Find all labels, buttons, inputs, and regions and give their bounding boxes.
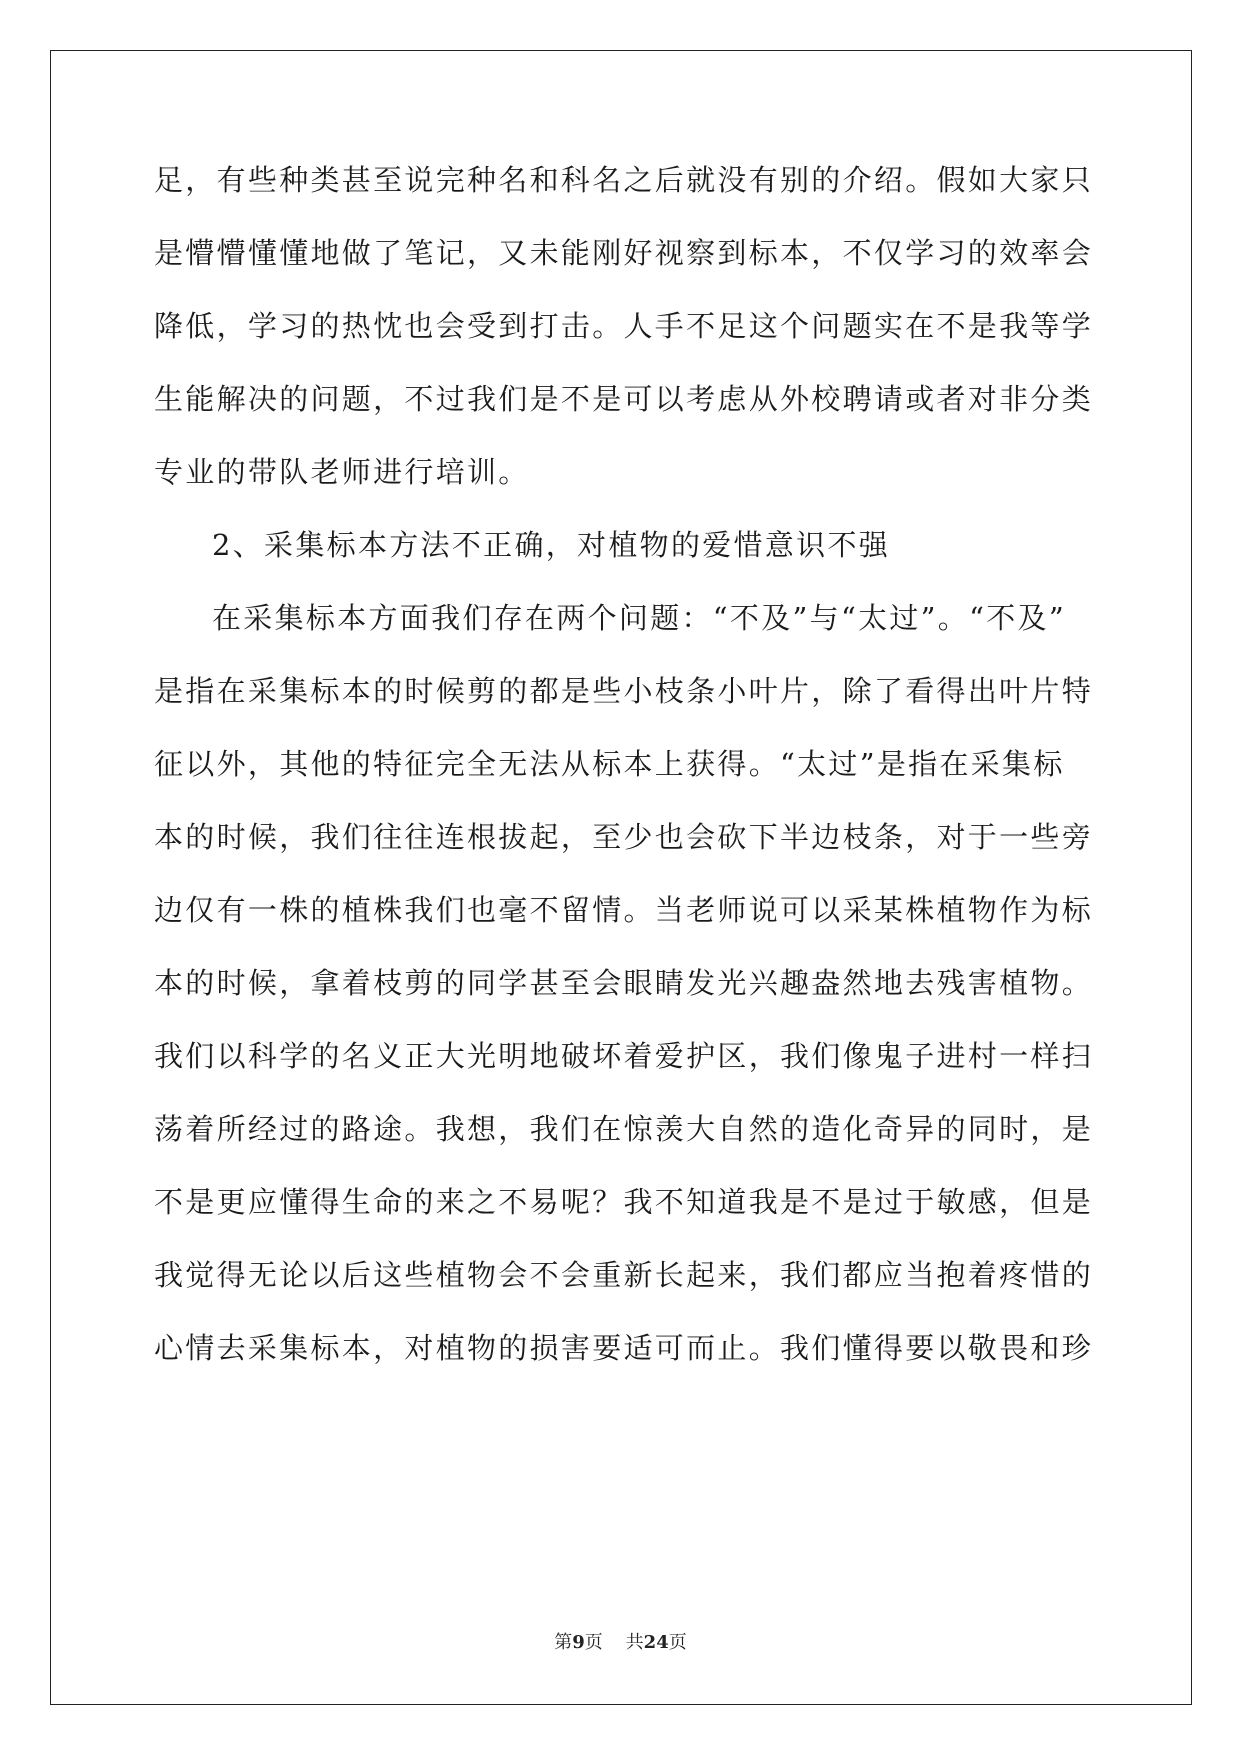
- text-line: 在采集标本方面我们存在两个问题：“不及”与“太过”。“不及”: [212, 601, 1066, 635]
- text-line: 我们以科学的名义正大光明地破坏着爱护区，我们像鬼子进村一样扫: [154, 1039, 1094, 1073]
- footer-page-suffix: 页: [584, 1632, 603, 1653]
- text-line: 专业的带队老师进行培训。: [154, 455, 530, 489]
- text-line: 不是更应懂得生命的来之不易呢？我不知道我是不是过于敏感，但是: [154, 1185, 1094, 1219]
- footer-total-suffix: 页: [668, 1632, 687, 1653]
- page-border: [50, 50, 1192, 1705]
- footer-prefix: 第: [554, 1632, 573, 1653]
- text-line: 是指在采集标本的时候剪的都是些小枝条小叶片，除了看得出叶片特: [154, 674, 1094, 708]
- text-line: 我觉得无论以后这些植物会不会重新长起来，我们都应当抱着疼惜的: [154, 1258, 1094, 1292]
- text-line: 足，有些种类甚至说完种名和科名之后就没有别的介绍。假如大家只: [154, 163, 1094, 197]
- footer-total-prefix: 共: [625, 1632, 644, 1653]
- total-page-count: 24: [643, 1632, 669, 1653]
- text-line: 生能解决的问题，不过我们是不是可以考虑从外校聘请或者对非分类: [154, 382, 1094, 416]
- page-footer: [0, 1631, 1241, 1655]
- current-page-number: 9: [572, 1632, 585, 1653]
- text-line: 本的时候，拿着枝剪的同学甚至会眼睛发光兴趣盎然地去残害植物。: [154, 966, 1094, 1000]
- text-line: 心情去采集标本，对植物的损害要适可而止。我们懂得要以敬畏和珍: [154, 1331, 1094, 1365]
- text-line: 是懵懵懂懂地做了笔记，又未能刚好视察到标本，不仅学习的效率会: [154, 236, 1094, 270]
- section-heading: 2、采集标本方法不正确，对植物的爱惜意识不强: [212, 528, 891, 562]
- text-line: 降低，学习的热忱也会受到打击。人手不足这个问题实在不是我等学: [154, 309, 1094, 343]
- text-line: 征以外，其他的特征完全无法从标本上获得。“太过”是指在采集标: [154, 747, 1065, 781]
- text-line: 本的时候，我们往往连根拔起，至少也会砍下半边枝条，对于一些旁: [154, 820, 1094, 854]
- text-line: 荡着所经过的路途。我想，我们在惊羡大自然的造化奇异的同时，是: [154, 1112, 1094, 1146]
- text-line: 边仅有一株的植株我们也毫不留情。当老师说可以采某株植物作为标: [154, 893, 1094, 927]
